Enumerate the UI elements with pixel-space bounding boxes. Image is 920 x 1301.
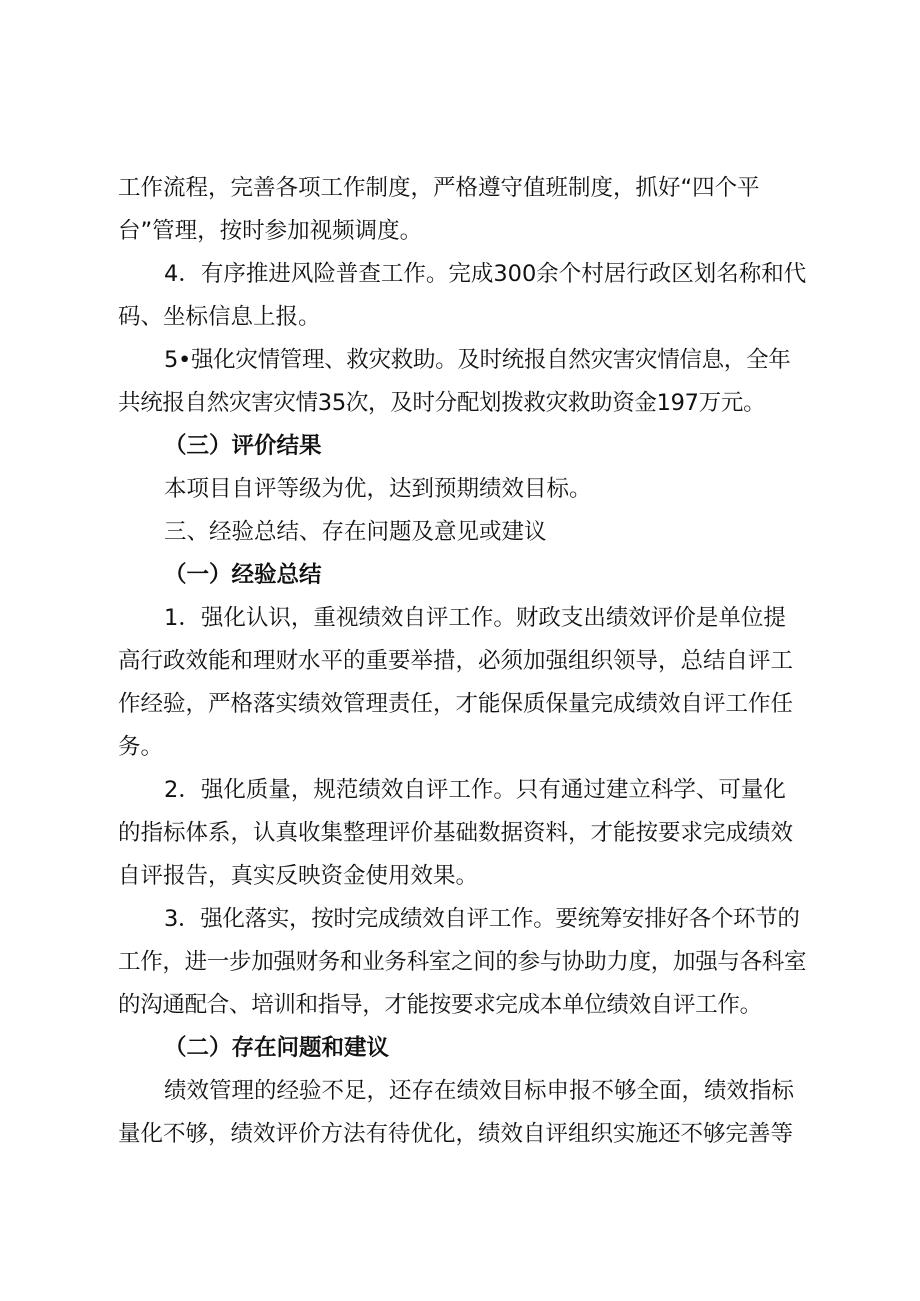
paragraph-work-process: 工作流程，完善各项工作制度，严格遵守值班制度，抓好“四个平台”管理，按时参加视频调度。 xyxy=(118,175,760,244)
document-body xyxy=(118,167,808,1156)
heading-evaluation-result: （三）评价结果 xyxy=(164,433,322,459)
heading-problems-suggestions: （二）存在问题和建议 xyxy=(164,1035,390,1061)
paragraph-risk-survey: 4．有序推进风险普查工作。完成300余个村居行政区划名称和代码、坐标信息上报。 xyxy=(118,261,807,330)
paragraph-disaster-management: 5•强化灾情管理、救灾救助。及时统报自然灾害灾情信息，全年共统报自然灾害灾情35次，及时分配划拨救灾救助资金197万元。 xyxy=(118,347,791,416)
paragraph-strengthen-quality: 2．强化质量，规范绩效自评工作。只有通过建立科学、可量化的指标体系，认真收集整理评价基础数据资料，才能按要求完成绩效自评报告，真实反映资金使用效果。 xyxy=(118,777,794,889)
heading-section-three: 三、经验总结、存在问题及意见或建议 xyxy=(164,519,547,545)
paragraph-self-rating: 本项目自评等级为优，达到预期绩效目标。 xyxy=(164,476,592,502)
heading-experience-summary: （一）经验总结 xyxy=(164,562,322,588)
paragraph-strengthen-implementation: 3．强化落实，按时完成绩效自评工作。要统筹安排好各个环节的工作，进一步加强财务和业务科室之间的参与协助力度，加强与各科室的沟通配合、培训和指导，才能按要求完成本单位绩效自评工作。 xyxy=(118,906,807,1018)
paragraph-strengthen-awareness: 1．强化认识，重视绩效自评工作。财政支出绩效评价是单位提高行政效能和理财水平的重要举措，必须加强组织领导，总结自评工作经验，严格落实绩效管理责任，才能保质保量完成绩效自评工作任务。 xyxy=(118,605,794,760)
paragraph-problems: 绩效管理的经验不足，还存在绩效目标申报不够全面，绩效指标量化不够，绩效评价方法有待优化，绩效自评组织实施还不够完善等 xyxy=(118,1078,795,1147)
